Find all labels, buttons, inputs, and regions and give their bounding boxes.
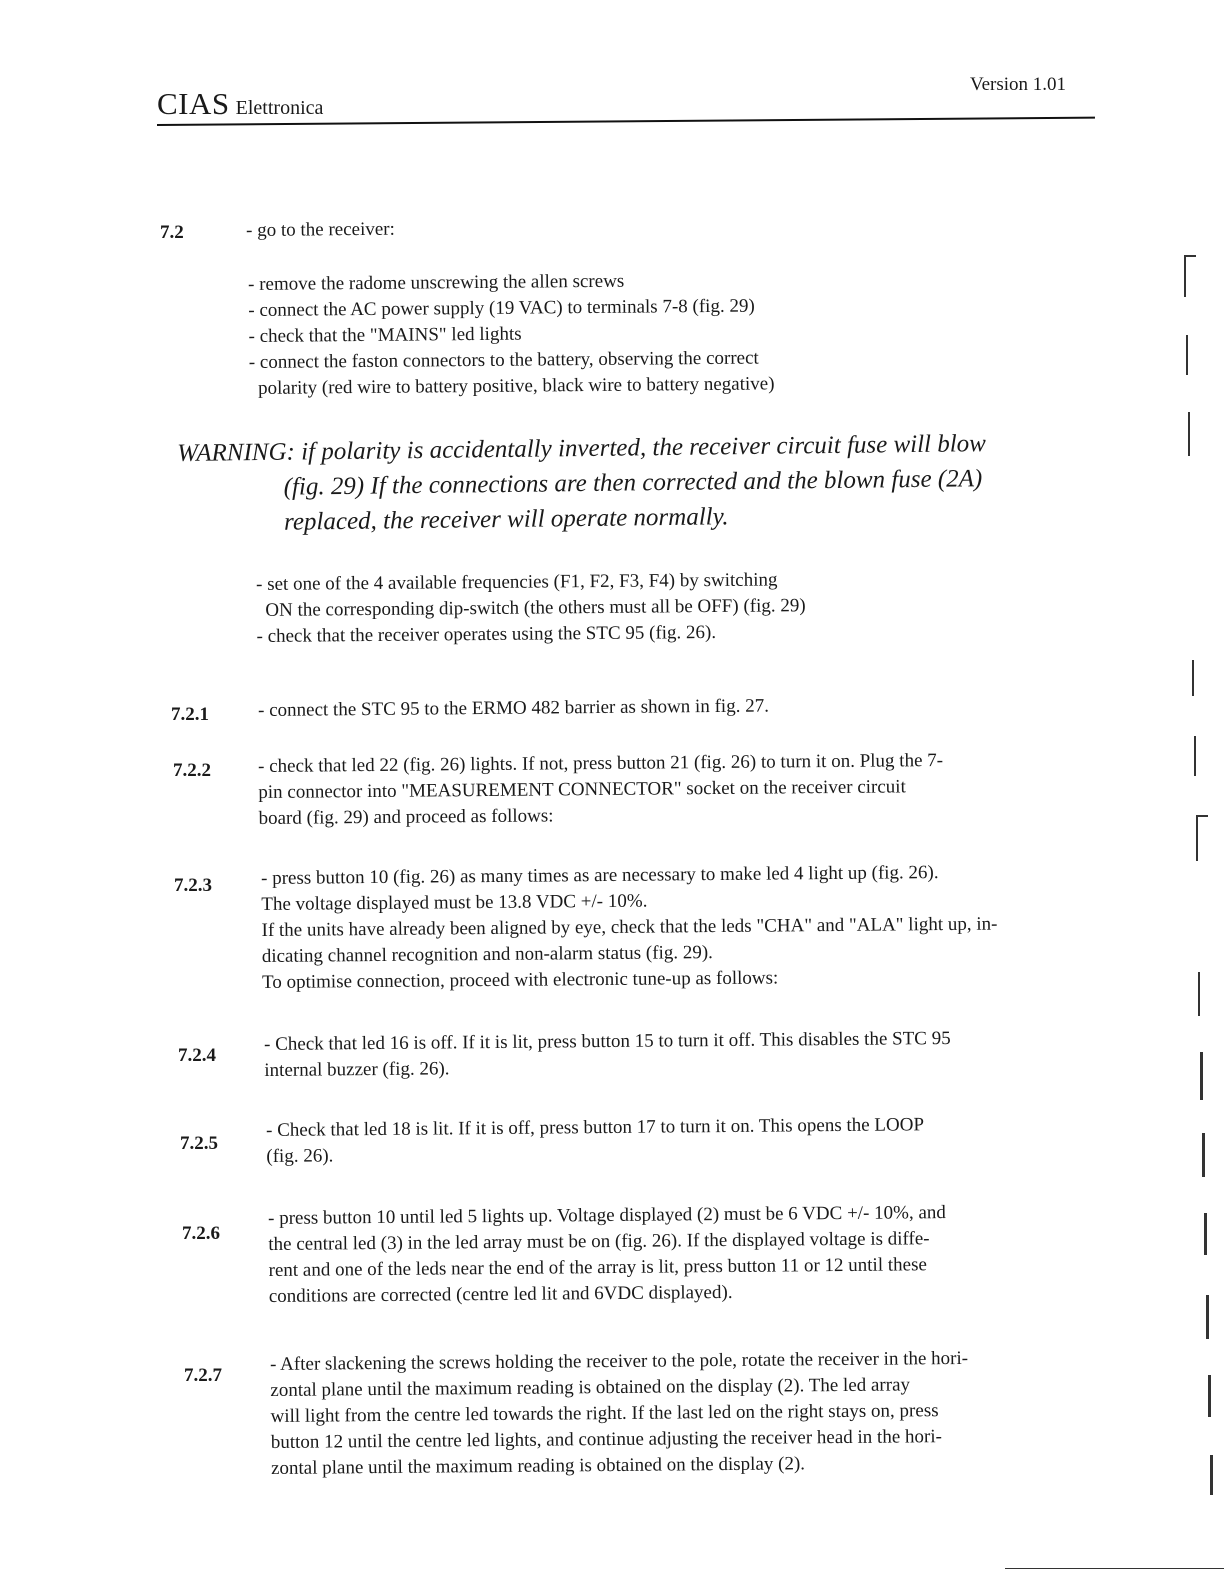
text-line: - connect the STC 95 to the ERMO 482 barrier as shown in fig. 27. (258, 695, 769, 721)
text-line: - go to the receiver: (246, 218, 395, 241)
scan-mark (1204, 1213, 1207, 1255)
scan-mark (1200, 1052, 1203, 1100)
text-line: - Check that led 16 is off. If it is lit, press button 15 to turn it off. This disables the STC 95 (264, 1028, 951, 1055)
scan-mark (1005, 1568, 1224, 1569)
section-7-2-3-text (261, 860, 998, 996)
scan-mark (1194, 736, 1196, 776)
brand-main: CIAS (157, 86, 230, 121)
section-number-7-2-7: 7.2.7 (184, 1365, 222, 1386)
section-7-2-5-text (266, 1112, 924, 1170)
section-number-7-2: 7.2 (160, 222, 184, 243)
frequency-steps (256, 567, 806, 650)
text-line: zontal plane until the maximum reading is obtained on the display (2). The led array (270, 1374, 911, 1401)
company-brand (157, 86, 323, 122)
text-line: - press button 10 until led 5 lights up. Voltage displayed (2) must be 6 VDC +/- 10%, and (268, 1202, 946, 1229)
text-line: pin connector into "MEASUREMENT CONNECTOR" socket on the receiver circuit (258, 776, 906, 803)
text-line: zontal plane until the maximum reading is obtained on the display (2). (270, 1453, 806, 1479)
text-line: will light from the centre led towards the right. If the last led on the right stays on, press (270, 1400, 939, 1427)
section-7-2-2-text (258, 748, 944, 832)
text-line: the central led (3) in the led array must be on (fig. 26). If the displayed voltage is diffe- (268, 1228, 930, 1255)
text-line: - After slackening the screws holding the receiver to the pole, rotate the receiver in the hori- (270, 1347, 969, 1375)
scan-mark (1196, 815, 1198, 861)
text-line: (fig. 26). (266, 1145, 334, 1167)
text-line: conditions are corrected (centre led lit and 6VDC displayed). (268, 1281, 733, 1307)
text-line: - connect the AC power supply (19 VAC) to terminals 7-8 (fig. 29) (248, 295, 755, 321)
section-number-7-2-1: 7.2.1 (171, 704, 209, 725)
text-line: - press button 10 (fig. 26) as many times as are necessary to make led 4 light up (fig. 26). (261, 862, 939, 889)
text-line: polarity (red wire to battery positive, black wire to battery negative) (257, 373, 775, 399)
text-line: dicating channel recognition and non-alarm status (fig. 29). (261, 942, 713, 967)
scan-mark (1184, 255, 1196, 257)
text-line: The voltage displayed must be 13.8 VDC +/- 10%. (261, 890, 648, 915)
text-line: internal buzzer (fig. 26). (264, 1058, 450, 1081)
scan-mark (1184, 255, 1186, 297)
scan-mark (1188, 412, 1190, 456)
text-line: - check that the "MAINS" led lights (248, 323, 522, 347)
text-line: - connect the faston connectors to the battery, observing the correct (248, 347, 759, 373)
scan-mark (1206, 1295, 1209, 1339)
text-line: board (fig. 29) and proceed as follows: (258, 805, 554, 829)
scan-mark (1202, 1133, 1205, 1177)
warning-line: (fig. 29) If the connections are then corrected and the blown fuse (2A) (283, 465, 983, 501)
scan-mark (1186, 335, 1188, 375)
version-label: Version 1.01 (970, 74, 1067, 95)
section-number-7-2-5: 7.2.5 (180, 1133, 218, 1154)
text-line: To optimise connection, proceed with electronic tune-up as follows: (261, 967, 779, 993)
scan-mark (1196, 815, 1208, 817)
scan-mark (1208, 1375, 1211, 1417)
text-line: - check that led 22 (fig. 26) lights. If not, press button 21 (fig. 26) to turn it on. Plug the 7- (258, 750, 944, 777)
section-7-2-6-text (268, 1200, 947, 1310)
warning-line: replaced, the receiver will operate normally. (283, 503, 729, 536)
text-line: - check that the receiver operates using the STC 95 (fig. 26). (256, 621, 717, 647)
section-7-2-7-text (270, 1346, 969, 1482)
scan-mark (1210, 1455, 1213, 1495)
text-line: - set one of the 4 available frequencies (F1, F2, F3, F4) by switching (256, 569, 778, 595)
text-line: button 12 until the centre led lights, and continue adjusting the receiver head in the hori- (270, 1426, 943, 1453)
section-number-7-2-6: 7.2.6 (182, 1223, 220, 1244)
brand-sub: Elettronica (235, 97, 324, 119)
section-7-2-4-text (264, 1026, 951, 1084)
text-line: - remove the radome unscrewing the allen screws (248, 270, 625, 295)
text-line: rent and one of the leds near the end of the array is lit, press button 11 or 12 until these (268, 1254, 927, 1281)
section-number-7-2-2: 7.2.2 (173, 760, 211, 781)
text-line: If the units have already been aligned by eye, check that the leds "CHA" and "ALA" light up, in- (261, 913, 998, 941)
text-line: - Check that led 18 is lit. If it is off, press button 17 to turn it on. This opens the LOOP (266, 1114, 925, 1141)
section-7-2-intro (246, 217, 395, 244)
section-7-2-1-text (258, 694, 769, 724)
scan-mark (1192, 660, 1194, 696)
section-7-2-steps (248, 267, 775, 402)
section-number-7-2-3: 7.2.3 (174, 875, 212, 896)
scan-mark (1198, 972, 1200, 1016)
warning-line: WARNING: if polarity is accidentally inverted, the receiver circuit fuse will blow (177, 430, 987, 467)
section-number-7-2-4: 7.2.4 (178, 1045, 216, 1066)
text-line: ON the corresponding dip-switch (the others must all be OFF) (fig. 29) (265, 595, 806, 621)
warning-block (177, 426, 987, 541)
